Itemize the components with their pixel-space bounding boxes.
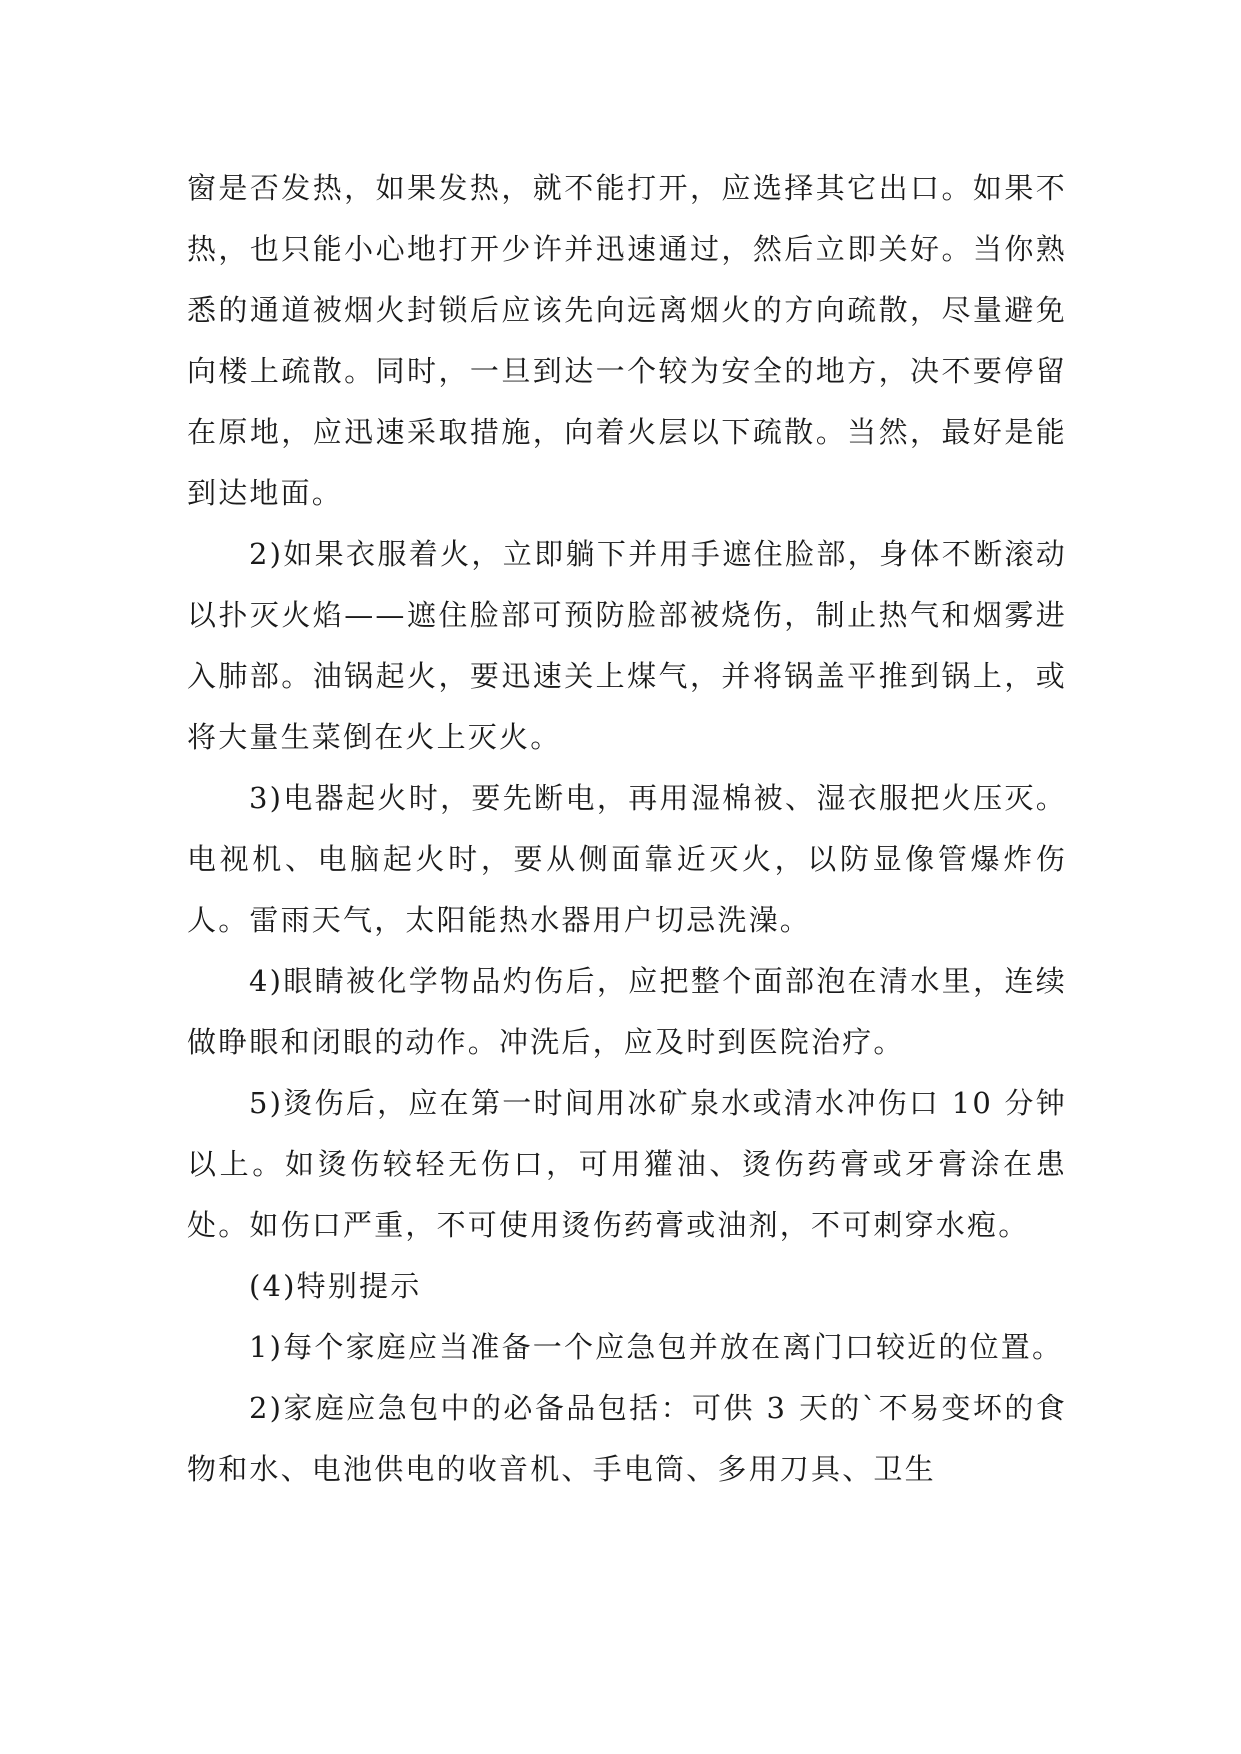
paragraph-clothes-fire: 2)如果衣服着火，立即躺下并用手遮住脸部，身体不断滚动以扑灭火焰——遮住脸部可预防脸部被烧伤，制止热气和烟雾进入肺部。油锅起火，要迅速关上煤气，并将锅盖平推到锅上，或将大量生菜倒在火上灭火。 <box>187 537 1067 754</box>
section-heading-special-tips: (4)特别提示 <box>249 1269 422 1303</box>
paragraph-scald: 5)烫伤后，应在第一时间用冰矿泉水或清水冲伤口 10 分钟以上。如烫伤较轻无伤口，可用獾油、烫伤药膏或牙膏涂在患处。如伤口严重，不可使用烫伤药膏或油剂，不可刺穿水疱。 <box>187 1086 1067 1242</box>
document-body <box>187 158 1067 1500</box>
paragraph-emergency-kit-location: 1)每个家庭应当准备一个应急包并放在离门口较近的位置。 <box>249 1330 1064 1364</box>
paragraph-eye-burn: 4)眼睛被化学物品灼伤后，应把整个面部泡在清水里，连续做睁眼和闭眼的动作。冲洗后，应及时到医院治疗。 <box>187 964 1067 1059</box>
paragraph-fire-escape: 窗是否发热，如果发热，就不能打开，应选择其它出口。如果不热，也只能小心地打开少许并迅速通过，然后立即关好。当你熟悉的通道被烟火封锁后应该先向远离烟火的方向疏散，尽量避免向楼上疏散。同时，一旦到达一个较为安全的地方，决不要停留在原地，应迅速采取措施，向着火层以下疏散。当然，最好是能到达地面。 <box>187 171 1067 510</box>
paragraph-electrical-fire: 3)电器起火时，要先断电，再用湿棉被、湿衣服把火压灭。电视机、电脑起火时，要从侧面靠近灭火，以防显像管爆炸伤人。雷雨天气，太阳能热水器用户切忌洗澡。 <box>187 781 1067 937</box>
paragraph-emergency-kit-items: 2)家庭应急包中的必备品包括：可供 3 天的`不易变坏的食物和水、电池供电的收音机、手电筒、多用刀具、卫生 <box>187 1391 1067 1486</box>
